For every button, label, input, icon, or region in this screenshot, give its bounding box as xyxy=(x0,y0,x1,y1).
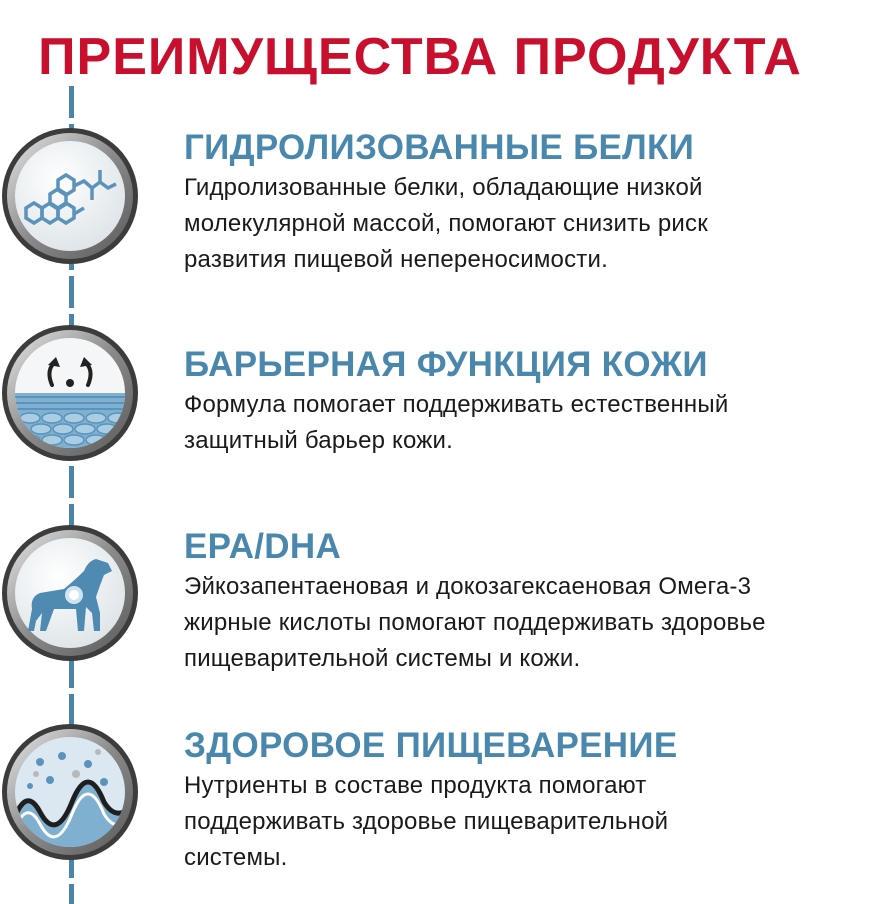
benefit-title: ГИДРОЛИЗОВАННЫЕ БЕЛКИ xyxy=(184,128,695,167)
dog-icon xyxy=(0,523,140,663)
benefit-description: Формула помогает поддерживать естественный защитный барьер кожи. xyxy=(184,391,729,454)
benefit-title: ЗДОРОВОЕ ПИЩЕВАРЕНИЕ xyxy=(184,726,678,765)
benefit-block xyxy=(184,726,874,876)
benefit-block xyxy=(184,128,874,278)
benefit-block xyxy=(184,345,874,459)
benefit-block xyxy=(184,527,874,677)
benefit-description: Гидролизованные белки, обладающие низкой молекулярной массой, помогают снизить риск развития пищевой непереносимости. xyxy=(184,174,708,273)
benefit-title: БАРЬЕРНАЯ ФУНКЦИЯ КОЖИ xyxy=(184,345,708,384)
benefit-title: EPA/DHA xyxy=(184,527,342,566)
benefit-description: Эйкозапентаеновая и докозагексаеновая Омега-3 жирные кислоты помогают поддерживать здоровье пищеварительной системы и кожи. xyxy=(184,573,766,672)
page-title: ПРЕИМУЩЕСТВА ПРОДУКТА xyxy=(38,27,802,86)
molecule-icon xyxy=(0,126,140,266)
benefit-description: Нутриенты в составе продукта помогают поддерживать здоровье пищеварительной системы. xyxy=(184,772,669,871)
skin-barrier-icon xyxy=(0,323,140,463)
digestion-icon xyxy=(0,722,140,862)
